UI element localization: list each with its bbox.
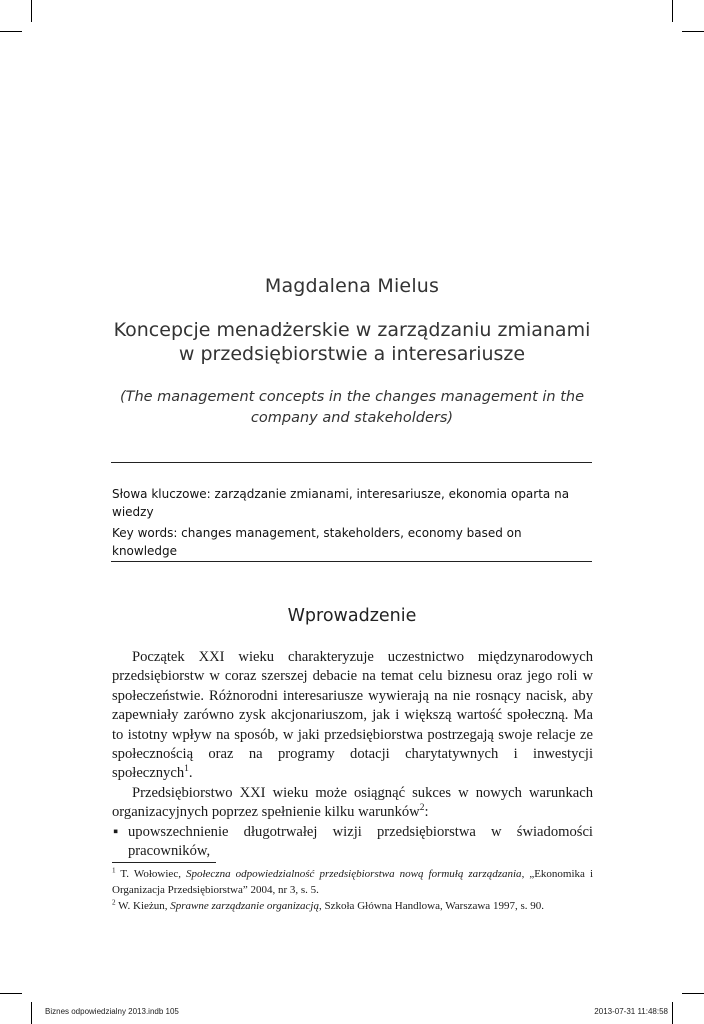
footnote-1	[112, 866, 593, 898]
print-slug-timestamp: 2013-07-31 11:48:58	[594, 1007, 668, 1016]
footnote-1-title: Społeczna odpowiedzialność przedsiębiorstwa nową formułą zarządzania	[185, 868, 522, 880]
footnote-1-suffix: , „Ekonomika i Organizacja Przedsiębiorstwa” 2004, nr 3, s. 5.	[112, 868, 594, 896]
keywords-polish: Słowa kluczowe: zarządzanie zmianami, interesariusze, ekonomia oparta na wiedzy	[112, 487, 570, 519]
list-item	[112, 823, 593, 862]
footnote-2-suffix: , Szkoła Główna Handlowa, Warszawa 1997, s. 90.	[319, 900, 544, 912]
footnote-separator	[112, 862, 216, 863]
crop-mark-top-left-h	[0, 31, 22, 32]
chapter-subtitle-line-2: company and stakeholders)	[250, 410, 454, 426]
chapter-title	[60, 318, 644, 366]
crop-mark-bottom-right	[672, 1002, 673, 1024]
body-text	[112, 648, 593, 861]
footnote-2-prefix: W. Kieżun,	[115, 900, 171, 912]
paragraph-2-text: Przedsiębiorstwo XXI wieku może osiągnąć sukces w nowych warunkach organizacyjnych poprzez spełnienie kilku warunków	[112, 784, 593, 821]
footnote-1-prefix: T. Wołowiec,	[115, 868, 186, 880]
chapter-title-line-2: w przedsiębiorstwie a interesariusze	[178, 343, 526, 365]
print-slug-file: Biznes odpowiedzialny 2013.indb 105	[45, 1007, 179, 1016]
crop-mark-top-right	[672, 0, 673, 22]
footnote-ref-2: 2	[419, 803, 425, 814]
chapter-title-line-1: Koncepcje menadżerskie w zarządzaniu zmianami	[113, 319, 591, 341]
paragraph	[112, 784, 593, 823]
conditions-list	[112, 823, 593, 862]
footnote-ref-1: 1	[184, 764, 189, 775]
footnotes	[112, 866, 593, 914]
paragraph	[112, 648, 593, 784]
chapter-subtitle	[80, 387, 624, 429]
crop-mark-bottom-left	[31, 1002, 32, 1024]
paragraph-1-text: Początek XXI wieku charakteryzuje uczestnictwo międzynarodowych przedsiębiorstw w coraz szerszej debacie na temat celu biznesu oraz jego roli w społeczeństwie. Różnorodni interesariusze wywierają na nie rosnący nacisk, aby zapewniały zarówno zysk akcjonariuszom, jak i większą wartość społeczną. Ma to istotny wpływ na sposób, w jaki przedsiębiorstwa postrzegają swoje relacje ze społecznością oraz na programy dotacji charytatywnych i inwestycji społecznych	[112, 649, 593, 782]
crop-mark-bottom-right-h	[682, 993, 704, 994]
crop-mark-bottom-left-h	[0, 993, 22, 994]
chapter-subtitle-line-1: (The management concepts in the changes management in the	[119, 389, 585, 405]
footnote-2-title: Sprawne zarządzanie organizacją	[170, 900, 319, 912]
crop-mark-top-left	[31, 0, 32, 22]
list-item-text: upowszechnienie długotrwałej wizji przedsiębiorstwa w świadomości pracowników,	[128, 823, 593, 860]
keywords-english: Key words: changes management, stakeholders, economy based on knowledge	[112, 526, 522, 558]
section-heading: Wprowadzenie	[287, 606, 417, 626]
crop-mark-top-right-h	[682, 31, 704, 32]
paragraph-2-end: :	[424, 804, 429, 821]
bullet-icon: ▪	[113, 823, 119, 840]
footnote-2-number: 2	[112, 898, 116, 907]
author-name: Magdalena Mielus	[264, 275, 440, 297]
paragraph-1-end: .	[188, 765, 193, 782]
keywords-bottom-rule	[111, 561, 592, 562]
keywords-top-rule	[111, 462, 592, 463]
footnote-2	[112, 898, 593, 914]
footnote-1-number: 1	[112, 866, 116, 875]
